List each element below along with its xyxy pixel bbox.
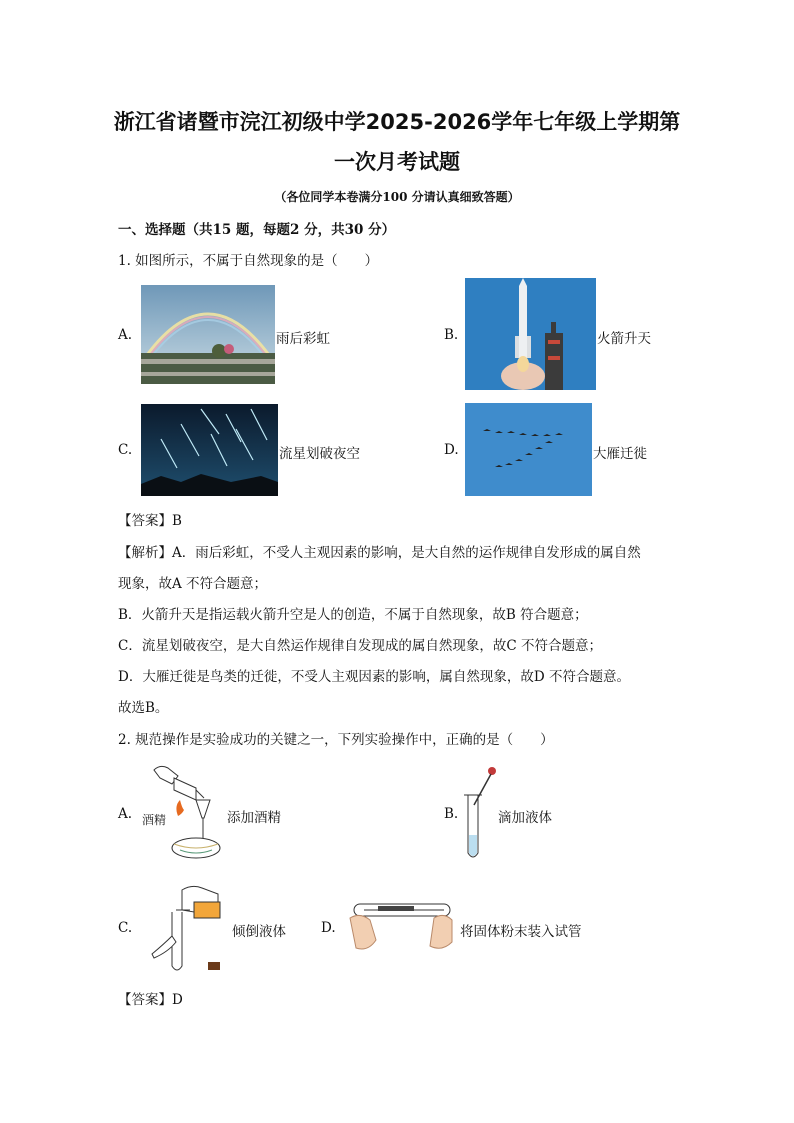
q1-analysis-line5: D．大雁迁徙是鸟类的迁徙，不受人主观因素的影响，属自然现象，故D 不符合题意。 [118, 669, 630, 685]
q1-analysis-line6: 故选B。 [118, 700, 169, 716]
page-title-line1: 浙江省诸暨市浣江初级中学2025-2026学年七年级上学期第 [113, 110, 681, 134]
q1-answer: 【答案】B [118, 513, 182, 529]
q1-option-d-caption: 大雁迁徙 [593, 446, 647, 462]
q1-option-a-caption: 雨后彩虹 [276, 331, 330, 347]
q2-option-c-caption: 倾倒液体 [232, 924, 286, 940]
q2-option-c-letter: C. [118, 920, 133, 936]
q1-analysis-line1: 【解析】A．雨后彩虹，不受人主观因素的影响，是大自然的运作规律自发形成的属自然 [118, 545, 641, 561]
powder-in-test-tube-image [344, 896, 458, 954]
q1-stem: 1. 如图所示，不属于自然现象的是（ ） [118, 253, 379, 269]
q2-option-b-letter: B. [444, 806, 459, 822]
q2-option-a-letter: A. [118, 806, 133, 822]
dropper-test-tube-image [462, 765, 498, 863]
q1-analysis-line4: C．流星划破夜空，是大自然运作规律自发现成的属自然现象，故C 不符合题意； [118, 638, 602, 654]
q2-stem: 2. 规范操作是实验成功的关键之一，下列实验操作中，正确的是（ ） [118, 732, 554, 748]
alcohol-lamp-image [140, 760, 224, 864]
page-subtitle: （各位同学本卷满分100 分请认真细致答题） [274, 190, 520, 204]
rainbow-image [141, 285, 275, 384]
wild-geese-image [465, 403, 592, 496]
q2-option-d-caption: 将固体粉末装入试管 [460, 924, 582, 940]
meteor-shower-image [141, 404, 278, 496]
q1-analysis-line3: B．火箭升天是指运载火箭升空是人的创造，不属于自然现象，故B 符合题意； [118, 607, 588, 623]
q1-option-c-letter: C. [118, 442, 133, 458]
q1-option-a-letter: A. [118, 327, 133, 343]
rocket-launch-image [465, 278, 596, 390]
alcohol-label-in-image: 酒精 [142, 813, 167, 827]
q2-option-a-caption: 添加酒精 [227, 810, 281, 826]
q2-option-d-letter: D. [321, 920, 336, 936]
q1-option-b-letter: B. [444, 327, 459, 343]
section-heading: 一、选择题（共15 题，每题2 分，共30 分） [118, 222, 396, 238]
page-title-line2: 一次月考试题 [334, 150, 460, 174]
q1-option-c-caption: 流星划破夜空 [279, 446, 360, 462]
q1-option-b-caption: 火箭升天 [597, 331, 651, 347]
q2-option-b-caption: 滴加液体 [498, 810, 552, 826]
pouring-liquid-image [142, 882, 234, 974]
q2-answer: 【答案】D [118, 992, 183, 1008]
q1-option-d-letter: D. [444, 442, 459, 458]
q1-analysis-line2: 现象，故A 不符合题意； [118, 576, 268, 592]
